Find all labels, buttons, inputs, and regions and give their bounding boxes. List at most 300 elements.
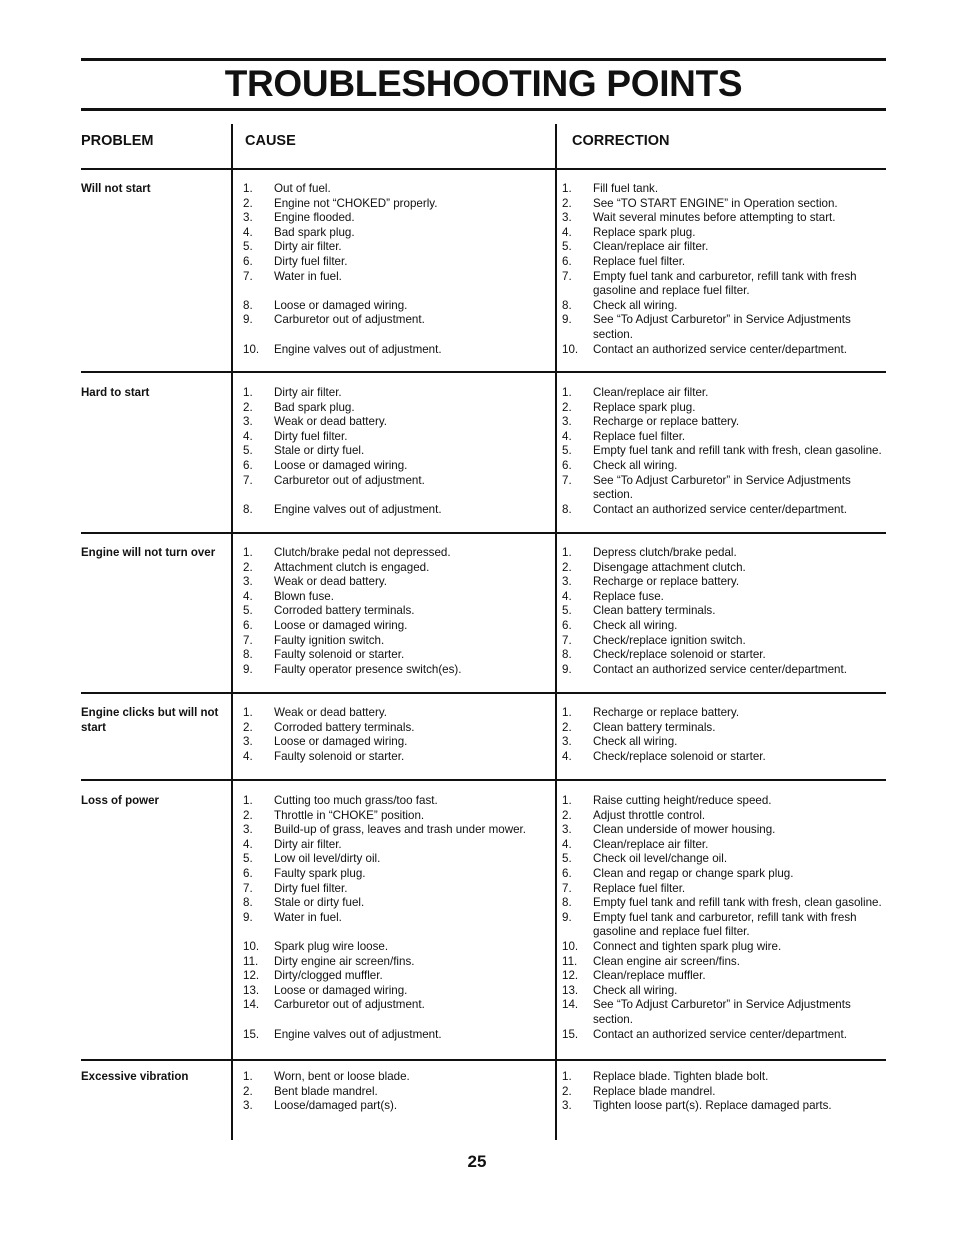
row-divider [81,532,886,534]
list-item [241,852,556,867]
item-text: Recharge or replace battery. [593,575,740,589]
item-number: 1. [243,386,253,399]
item-number: 6. [243,866,253,880]
list-spacer [241,925,556,940]
item-text: Wait several minutes before attempting to start. [593,211,836,225]
item-text: Replace spark plug. [593,225,696,239]
item-text: See “To Adjust Carburetor” in Service Adjustments section. [593,473,851,502]
list-item [562,474,892,503]
list-item [241,882,556,897]
item-text: Dirty fuel filter. [274,254,348,268]
list-item [241,896,556,911]
list-item [241,561,556,576]
list-item [562,430,892,445]
item-text: See “TO START ENGINE” in Operation section. [593,196,838,210]
item-number: 3. [243,1099,253,1113]
item-number: 9. [243,313,253,327]
list-item [241,1028,556,1043]
list-item [241,735,556,750]
item-text: Clean/replace muffler. [593,969,706,983]
row-divider [81,371,886,373]
list-item [562,663,892,678]
item-text: Loose/damaged part(s). [274,1099,398,1113]
item-text: Carburetor out of adjustment. [274,313,425,327]
item-text: Faulty operator presence switch(es). [274,662,462,676]
item-text: Contact an authorized service center/department. [593,342,847,356]
item-text: Weak or dead battery. [274,706,387,719]
item-text: Check oil level/change oil. [593,852,728,866]
item-number: 1. [243,546,253,559]
item-number: 15. [243,1027,260,1041]
list-spacer [241,1013,556,1028]
item-number: 1. [243,794,253,807]
list-item [241,969,556,984]
item-number: 3. [243,575,253,589]
list-item [241,809,556,824]
list-item [241,270,556,285]
item-number: 6. [243,458,253,472]
item-number: 5. [243,444,253,458]
header-problem: PROBLEM [81,133,154,149]
cause-list [241,794,556,1042]
item-number: 7. [562,473,572,487]
item-number: 5. [243,240,253,254]
list-item [562,1070,892,1085]
item-number: 1. [562,182,572,195]
item-number: 3. [562,415,572,429]
item-number: 4. [243,589,253,603]
list-item [241,838,556,853]
item-number: 8. [243,502,253,516]
page-number: 25 [467,1152,487,1171]
correction-list [562,386,892,517]
list-item [241,634,556,649]
item-number: 5. [562,604,572,618]
list-item [241,619,556,634]
item-text: Recharge or replace battery. [593,415,740,429]
item-text: Replace fuel filter. [593,881,686,895]
list-item [562,882,892,897]
problem-label: Will not start [81,183,151,195]
list-item [562,1085,892,1100]
item-number: 2. [243,808,253,822]
item-text: Worn, bent or loose blade. [274,1070,410,1083]
list-item [241,386,556,401]
list-item [562,503,892,518]
item-text: Disengage attachment clutch. [593,560,746,574]
list-item [241,401,556,416]
item-number: 7. [243,881,253,895]
item-number: 7. [562,881,572,895]
item-number: 1. [562,546,572,559]
item-text: Bad spark plug. [274,400,355,414]
cause-list [241,1070,556,1114]
problem-label: Engine clicks but will not start [81,707,219,734]
item-number: 8. [243,648,253,662]
item-text: Replace blade mandrel. [593,1084,716,1098]
column-divider-left [231,124,233,1140]
item-number: 3. [562,823,572,837]
list-item [241,343,556,358]
item-text: Check/replace ignition switch. [593,633,746,647]
list-spacer [241,488,556,503]
item-number: 4. [243,225,253,239]
list-item [241,226,556,241]
item-text: Check/replace solenoid or starter. [593,648,766,662]
item-number: 9. [243,662,253,676]
item-number: 5. [562,852,572,866]
item-number: 2. [562,808,572,822]
list-item [241,867,556,882]
list-item [562,182,892,197]
item-text: Faulty spark plug. [274,866,366,880]
list-item [562,211,892,226]
item-text: Spark plug wire loose. [274,939,389,953]
item-number: 6. [562,618,572,632]
row-divider [81,1059,886,1061]
item-text: Faulty ignition switch. [274,633,385,647]
item-number: 4. [243,749,253,763]
item-number: 8. [562,298,572,312]
item-number: 3. [562,735,572,749]
item-text: Loose or damaged wiring. [274,735,408,749]
list-item [241,721,556,736]
item-number: 9. [562,662,572,676]
cause-list [241,546,556,677]
list-item [241,1099,556,1114]
item-number: 2. [243,720,253,734]
item-number: 11. [562,954,578,968]
list-item [241,503,556,518]
item-number: 4. [243,429,253,443]
item-number: 10. [562,342,579,356]
item-text: Out of fuel. [274,182,331,195]
list-item [241,998,556,1013]
item-text: Corroded battery terminals. [274,604,415,618]
item-text: Dirty engine air screen/fins. [274,954,415,968]
item-number: 5. [562,240,572,254]
list-item [562,575,892,590]
list-item [562,838,892,853]
item-number: 7. [562,269,572,283]
item-text: See “To Adjust Carburetor” in Service Adjustments section. [593,998,851,1026]
item-text: Carburetor out of adjustment. [274,998,425,1012]
row-divider [81,168,886,170]
item-text: Empty fuel tank and refill tank with fresh, clean gasoline. [593,896,882,910]
item-text: Loose or damaged wiring. [274,983,408,997]
item-text: Faulty solenoid or starter. [274,749,405,763]
item-number: 8. [243,896,253,910]
list-item [241,211,556,226]
item-number: 9. [562,910,572,924]
list-item [241,546,556,561]
item-text: Connect and tighten spark plug wire. [593,939,782,953]
item-number: 7. [243,633,253,647]
item-text: Water in fuel. [274,910,342,924]
item-text: Depress clutch/brake pedal. [593,546,737,559]
problem-label: Hard to start [81,387,150,399]
item-text: Replace spark plug. [593,400,696,414]
list-item [241,706,556,721]
item-number: 14. [243,998,260,1012]
item-number: 9. [243,910,253,924]
item-number: 11. [243,954,259,968]
list-item [562,750,892,765]
item-text: Stale or dirty fuel. [274,896,365,910]
item-text: Loose or damaged wiring. [274,618,408,632]
item-number: 1. [243,706,253,719]
item-number: 3. [562,211,572,225]
list-item [241,984,556,999]
list-item [241,444,556,459]
list-item [562,706,892,721]
item-number: 3. [562,575,572,589]
item-text: Replace fuse. [593,589,664,603]
list-item [241,750,556,765]
item-text: Engine flooded. [274,211,355,225]
list-item [562,998,892,1027]
item-text: Engine valves out of adjustment. [274,342,442,356]
item-number: 7. [243,269,253,283]
correction-list [562,794,892,1042]
list-item [241,955,556,970]
item-number: 5. [562,444,572,458]
item-text: Recharge or replace battery. [593,706,740,719]
list-item [241,474,556,489]
item-number: 2. [243,560,253,574]
item-number: 1. [562,706,572,719]
item-text: Check all wiring. [593,298,678,312]
list-item [241,430,556,445]
list-item [562,1028,892,1043]
item-text: Bad spark plug. [274,225,355,239]
correction-list [562,546,892,677]
cause-list [241,706,556,764]
item-number: 14. [562,998,579,1012]
item-text: Engine not “CHOKED” properly. [274,196,438,210]
list-item [562,197,892,212]
list-item [241,1070,556,1085]
item-text: Replace blade. Tighten blade bolt. [593,1070,769,1083]
item-number: 7. [243,473,253,487]
item-number: 3. [243,735,253,749]
item-text: Dirty air filter. [274,240,342,254]
item-number: 6. [562,254,572,268]
item-text: Check/replace solenoid or starter. [593,749,766,763]
list-item [562,735,892,750]
header-correction: CORRECTION [572,133,670,149]
item-number: 12. [562,969,579,983]
item-number: 6. [243,254,253,268]
list-item [241,240,556,255]
item-text: Check all wiring. [593,983,678,997]
item-text: Check all wiring. [593,735,678,749]
list-item [241,663,556,678]
list-item [562,1099,892,1114]
item-text: Build-up of grass, leaves and trash under mower. [274,823,526,837]
item-number: 2. [562,400,572,414]
list-item [562,619,892,634]
list-item [241,940,556,955]
list-item [562,648,892,663]
list-item [562,852,892,867]
item-number: 10. [243,939,260,953]
item-text: Clean battery terminals. [593,604,716,618]
item-number: 4. [562,589,572,603]
item-text: Clean/replace air filter. [593,386,709,399]
list-item [562,604,892,619]
item-number: 10. [243,342,260,356]
item-number: 5. [243,604,253,618]
item-text: Fill fuel tank. [593,182,659,195]
row-divider [81,779,886,781]
item-number: 4. [243,837,253,851]
item-number: 2. [562,560,572,574]
item-number: 1. [243,1070,253,1083]
item-text: Empty fuel tank and carburetor, refill tank with fresh gasoline and replace fuel filter. [593,269,857,298]
item-number: 15. [562,1027,579,1041]
item-text: Water in fuel. [274,269,342,283]
problem-label: Engine will not turn over [81,547,216,559]
list-item [562,313,892,342]
list-item [562,546,892,561]
list-item [241,459,556,474]
item-number: 3. [243,823,253,837]
item-text: Blown fuse. [274,589,334,603]
correction-list [562,182,892,357]
list-item [241,823,556,838]
item-text: Engine valves out of adjustment. [274,502,442,516]
list-item [241,299,556,314]
item-text: Dirty fuel filter. [274,429,348,443]
item-text: Loose or damaged wiring. [274,458,408,472]
item-number: 2. [562,1084,572,1098]
list-item [562,911,892,940]
list-item [241,415,556,430]
item-number: 13. [562,983,579,997]
item-number: 4. [562,429,572,443]
list-spacer [241,328,556,343]
item-number: 3. [562,1099,572,1113]
item-text: Corroded battery terminals. [274,720,415,734]
item-text: Replace fuel filter. [593,429,686,443]
list-item [562,721,892,736]
item-number: 6. [562,458,572,472]
list-item [562,590,892,605]
list-item [562,255,892,270]
item-number: 10. [562,939,579,953]
item-number: 8. [562,896,572,910]
correction-list [562,706,892,764]
item-number: 8. [243,298,253,312]
header-cause: CAUSE [245,133,296,149]
list-item [562,299,892,314]
item-text: Dirty air filter. [274,837,342,851]
list-item [241,911,556,926]
item-text: Weak or dead battery. [274,415,387,429]
item-number: 3. [243,415,253,429]
item-number: 7. [562,633,572,647]
list-item [562,794,892,809]
item-number: 13. [243,983,260,997]
item-number: 12. [243,969,260,983]
item-text: Loose or damaged wiring. [274,298,408,312]
item-text: Clean engine air screen/fins. [593,954,740,968]
item-number: 8. [562,502,572,516]
list-item [562,444,892,459]
item-text: Contact an authorized service center/department. [593,1027,847,1041]
list-item [562,561,892,576]
item-text: Weak or dead battery. [274,575,387,589]
title-rule [81,108,886,111]
list-item [562,896,892,911]
item-text: Raise cutting height/reduce speed. [593,794,772,807]
item-number: 4. [562,225,572,239]
cause-list [241,182,556,357]
list-item [241,575,556,590]
item-text: Low oil level/dirty oil. [274,852,381,866]
list-item [241,255,556,270]
list-item [562,809,892,824]
item-number: 3. [243,211,253,225]
item-text: Clean/replace air filter. [593,837,709,851]
item-text: Replace fuel filter. [593,254,686,268]
list-item [562,270,892,299]
list-item [562,240,892,255]
problem-label: Excessive vibration [81,1071,189,1083]
item-text: Clean and regap or change spark plug. [593,866,794,880]
list-spacer [241,284,556,299]
item-number: 2. [562,196,572,210]
correction-list [562,1070,892,1114]
item-number: 6. [562,866,572,880]
item-number: 2. [243,196,253,210]
item-number: 4. [562,749,572,763]
list-item [562,634,892,649]
item-number: 4. [562,837,572,851]
item-number: 6. [243,618,253,632]
item-text: Check all wiring. [593,618,678,632]
item-number: 2. [243,400,253,414]
item-text: Dirty air filter. [274,386,342,399]
item-number: 1. [562,794,572,807]
item-number: 5. [243,852,253,866]
item-text: Carburetor out of adjustment. [274,473,425,487]
item-text: Engine valves out of adjustment. [274,1027,442,1041]
list-item [241,794,556,809]
item-text: Throttle in “CHOKE” position. [274,808,425,822]
list-item [562,386,892,401]
list-item [562,226,892,241]
item-text: Clean underside of mower housing. [593,823,776,837]
item-number: 2. [562,720,572,734]
item-text: Cutting too much grass/too fast. [274,794,438,807]
item-text: Contact an authorized service center/department. [593,662,847,676]
item-text: Contact an authorized service center/department. [593,502,847,516]
item-text: Stale or dirty fuel. [274,444,365,458]
list-item [562,401,892,416]
item-text: Empty fuel tank and refill tank with fresh, clean gasoline. [593,444,882,458]
item-text: Clean battery terminals. [593,720,716,734]
item-text: Dirty/clogged muffler. [274,969,383,983]
item-text: Dirty fuel filter. [274,881,348,895]
item-text: Empty fuel tank and carburetor, refill tank with fresh gasoline and replace fuel filter. [593,910,857,939]
item-text: Bent blade mandrel. [274,1084,378,1098]
item-number: 1. [562,386,572,399]
list-item [241,197,556,212]
item-number: 2. [243,1084,253,1098]
item-number: 8. [562,648,572,662]
